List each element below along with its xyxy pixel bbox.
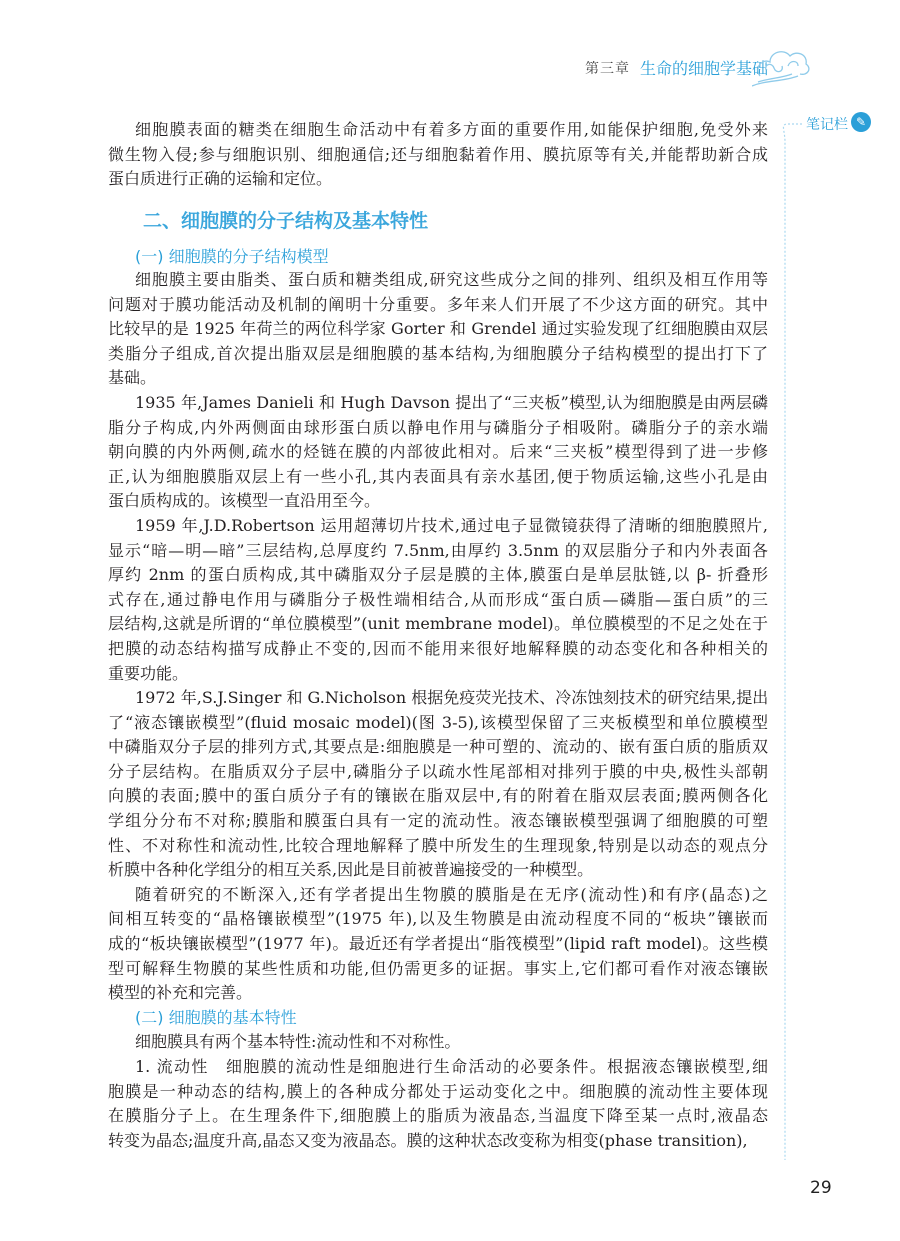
text-line: 细胞膜具有两个基本特性:流动性和不对称性。	[135, 1032, 461, 1052]
text-line: 了“液态镶嵌模型”(fluid mosaic model)(图 3-5),该模型保留了三夹板模型和单位膜模型	[108, 712, 768, 732]
paragraph	[108, 268, 768, 391]
text-line: 细胞膜表面的糖类在细胞生命活动中有着多方面的重要作用,如能保护细胞,免受外来	[135, 120, 768, 139]
text-line: 重要功能。	[108, 663, 189, 683]
text-line: 型可解释生物膜的某些性质和功能,但仍需更多的证据。事实上,它们都可看作对液态镶嵌	[108, 958, 768, 978]
paragraph	[108, 1055, 768, 1153]
text-line: 向膜的表面;膜中的蛋白质分子有的镶嵌在脂双层中,有的附着在脂双层表面;膜两侧各化	[108, 786, 768, 806]
text-line: 蛋白质构成的。该模型一直沿用至今。	[108, 491, 381, 511]
text-line: 成的“板块镶嵌模型”(1977 年)。最近还有学者提出“脂筏模型”(lipid raft model)。这些模	[108, 934, 768, 954]
text-line: 随着研究的不断深入,还有学者提出生物膜的膜脂是在无序(流动性)和有序(晶态)之	[135, 884, 768, 904]
cloud-ornament-icon	[752, 46, 814, 88]
text-line: 析膜中各种化学组分的相互关系,因此是目前被普遍接受的一种模型。	[108, 860, 594, 880]
intro-paragraph	[108, 118, 768, 192]
chapter-title: 生命的细胞学基础	[640, 59, 769, 78]
paragraph	[108, 118, 768, 192]
notes-column-line	[770, 120, 900, 1160]
section-heading: 二、细胞膜的分子结构及基本特性	[143, 210, 429, 232]
text-line: 式存在,通过静电作用与磷脂分子极性端相结合,从而形成“蛋白质—磷脂—蛋白质”的三	[108, 589, 768, 609]
text-line: 类脂分子组成,首次提出脂双层是细胞膜的基本结构,为细胞膜分子结构模型的提出打下了	[108, 343, 768, 363]
paragraph	[108, 686, 768, 883]
text-line: 学组分分布不对称;膜脂和膜蛋白具有一定的流动性。液态镶嵌模型强调了细胞膜的可塑	[108, 811, 768, 831]
text-line: 模型的补充和完善。	[108, 983, 253, 1003]
text-line: 厚约 2nm 的蛋白质构成,其中磷脂双分子层是膜的主体,膜蛋白是单层肽链,以 β- 折叠形	[108, 565, 768, 585]
text-line: 朝向膜的内外两侧,疏水的烃链在膜的内部彼此相对。后来“三夹板”模型得到了进一步修	[108, 442, 768, 462]
text-line: 问题对于膜功能活动及机制的阐明十分重要。多年来人们开展了不少这方面的研究。其中	[108, 294, 768, 314]
paragraph	[108, 391, 768, 514]
text-line: 正,认为细胞膜脂双层上有一些小孔,其内表面具有亲水基团,便于物质运输,这些小孔是由	[108, 466, 768, 486]
body-text	[108, 268, 768, 1153]
paragraph	[108, 514, 768, 686]
text-line: 细胞膜主要由脂类、蛋白质和糖类组成,研究这些成分之间的排列、组织及相互作用等	[135, 270, 768, 289]
notepad-pen-icon: ✎	[851, 112, 871, 132]
text-line: 脂分子构成,内外两侧面由球形蛋白质以静电作用与磷脂分子相吸附。磷脂分子的亲水端	[108, 417, 768, 437]
paragraph	[108, 1030, 768, 1055]
page-number: 29	[810, 1178, 832, 1198]
text-line: 分子层结构。在脂质双分子层中,磷脂分子以疏水性尾部相对排列于膜的中央,极性头部朝	[108, 761, 768, 781]
text-line: 在膜脂分子上。在生理条件下,细胞膜上的脂质为液晶态,当温度下降至某一点时,液晶态	[108, 1106, 768, 1126]
text-line: 1. 流动性 细胞膜的流动性是细胞进行生命活动的必要条件。根据液态镶嵌模型,细	[135, 1057, 768, 1076]
text-line: 性、不对称性和流动性,比较合理地解释了膜中所发生的生理现象,特别是以动态的观点分	[108, 835, 768, 855]
text-line: 微生物入侵;参与细胞识别、细胞通信;还与细胞黏着作用、膜抗原等有关,并能帮助新合成	[108, 144, 768, 164]
subsection-heading-1: (一) 细胞膜的分子结构模型	[135, 247, 329, 266]
text-line: 中磷脂双分子层的排列方式,其要点是:细胞膜是一种可塑的、流动的、嵌有蛋白质的脂质双	[108, 737, 768, 757]
text-line: 显示“暗—明—暗”三层结构,总厚度约 7.5nm,由厚约 3.5nm 的双层脂分子和内外表面各	[108, 540, 768, 560]
text-line: 把膜的动态结构描写成静止不变的,因而不能用来很好地解释膜的动态变化和各种相关的	[108, 638, 768, 658]
text-line: 转变为晶态;温度升高,晶态又变为液晶态。膜的这种状态改变称为相变(phase transition),	[108, 1130, 748, 1150]
subsection-heading-2: (二) 细胞膜的基本特性	[135, 1007, 297, 1027]
text-line: 基础。	[108, 368, 157, 388]
text-line: 间相互转变的“晶格镶嵌模型”(1975 年),以及生物膜是由流动程度不同的“板块”镶嵌而	[108, 909, 768, 929]
text-line: 胞膜是一种动态的结构,膜上的各种成分都处于运动变化之中。细胞膜的流动性主要体现	[108, 1081, 768, 1101]
paragraph	[108, 883, 768, 1006]
text-line: 1972 年,S.J.Singer 和 G.Nicholson 根据免疫荧光技术、冷冻蚀刻技术的研究结果,提出	[135, 688, 769, 708]
text-line: 1959 年,J.D.Robertson 运用超薄切片技术,通过电子显微镜获得了清晰的细胞膜照片,	[135, 515, 768, 535]
text-line: 1935 年,James Danieli 和 Hugh Davson 提出了“三夹板”模型,认为细胞膜是由两层磷	[135, 392, 768, 412]
notes-column-label: 笔记栏	[806, 117, 848, 133]
text-line: 比较早的是 1925 年荷兰的两位科学家 Gorter 和 Grendel 通过实验发现了红细胞膜由双层	[108, 319, 768, 339]
text-line: 蛋白质进行正确的运输和定位。	[108, 169, 333, 189]
text-line: 层结构,这就是所谓的“单位膜模型”(unit membrane model)。单位膜模型的不足之处在于	[108, 614, 768, 634]
chapter-label: 第三章	[585, 61, 630, 77]
